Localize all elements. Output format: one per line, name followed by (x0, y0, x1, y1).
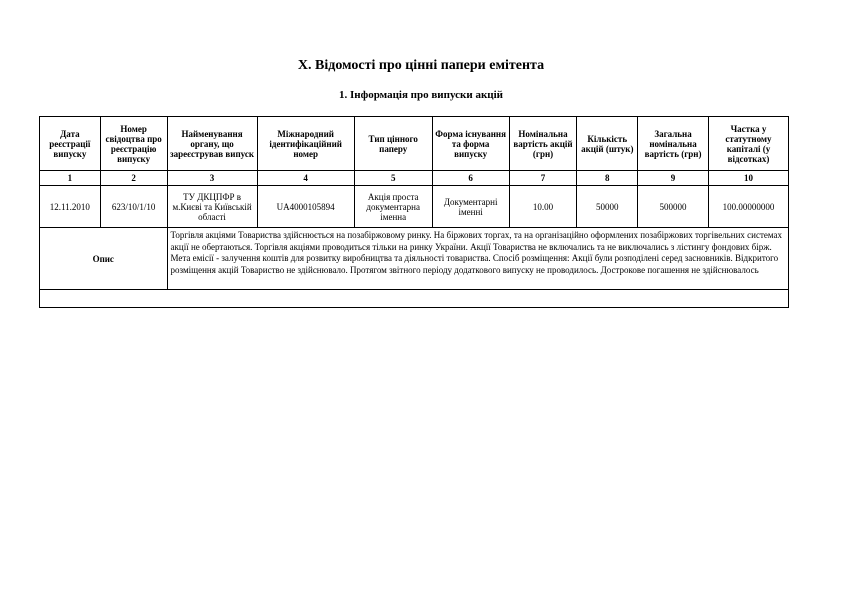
cell-share-count: 50000 (577, 186, 638, 228)
column-number: 5 (354, 171, 432, 186)
page-title: X. Відомості про цінні папери емітента (297, 58, 545, 73)
share-issues-table (39, 116, 789, 308)
header-capital-share: Частка у статутному капіталі (у відсотках) (708, 117, 788, 171)
table-header-row (40, 117, 789, 171)
section-subtitle: 1. Інформація про випуски акцій (338, 89, 504, 101)
header-share-count: Кількість акцій (штук) (577, 117, 638, 171)
column-number: 6 (432, 171, 509, 186)
description-label: Опис (40, 228, 168, 290)
cell-isin: UA4000105894 (257, 186, 354, 228)
header-registering-authority: Найменування органу, що зареєстрував випуск (167, 117, 257, 171)
column-number: 1 (40, 171, 101, 186)
column-number: 2 (100, 171, 167, 186)
column-number: 9 (638, 171, 709, 186)
column-number: 7 (509, 171, 577, 186)
header-issue-form: Форма існування та форма випуску (432, 117, 509, 171)
header-nominal-value: Номінальна вартість акцій (грн) (509, 117, 577, 171)
cell-capital-share: 100.00000000 (708, 186, 788, 228)
header-total-nominal-value: Загальна номінальна вартість (грн) (638, 117, 709, 171)
column-number: 4 (257, 171, 354, 186)
cell-nominal-value: 10.00 (509, 186, 577, 228)
empty-row (40, 290, 789, 308)
column-number: 10 (708, 171, 788, 186)
empty-cell (40, 290, 789, 308)
header-certificate-number: Номер свідоцтва про реєстрацію випуску (100, 117, 167, 171)
column-number: 8 (577, 171, 638, 186)
header-registration-date: Дата реєстрації випуску (40, 117, 101, 171)
header-isin: Міжнародний ідентифікаційний номер (257, 117, 354, 171)
column-number-row (40, 171, 789, 186)
description-row (40, 228, 789, 290)
column-number: 3 (167, 171, 257, 186)
cell-security-type: Акція проста документарна іменна (354, 186, 432, 228)
cell-registration-date: 12.11.2010 (40, 186, 101, 228)
description-text: Торгівля акціями Товариства здійснюється на позабіржовому ринку. На біржових торгах, та на організаційно оформлених позабіржових торгівельних системах акції не обертаються. Торгівля акціями проводиться тільки на ринку України. Акції Товариства не включались та не виключались з лістингу фондових бірж. Мета емісії - залучення коштів для розвитку виробництва та діяльності товариства. Спосіб розміщення: Акції були розподілені серед засновників. Відкритого розміщення акцій Товариство не здійснювало. Протягом звітного періоду додаткового випуску не проводилось. Дострокове погашення не здійснювалось (167, 228, 788, 290)
table-row (40, 186, 789, 228)
cell-registering-authority: ТУ ДКЦПФР в м.Києві та Київській області (167, 186, 257, 228)
cell-issue-form: Документарні іменні (432, 186, 509, 228)
cell-certificate-number: 623/10/1/10 (100, 186, 167, 228)
cell-total-nominal-value: 500000 (638, 186, 709, 228)
header-security-type: Тип цінного паперу (354, 117, 432, 171)
